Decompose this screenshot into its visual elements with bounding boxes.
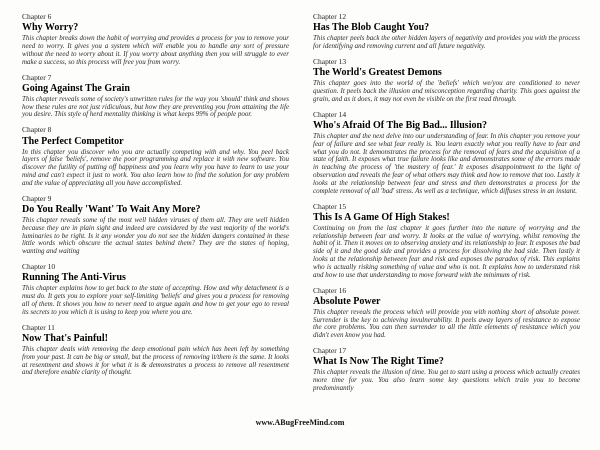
chapter-entry [313, 13, 580, 51]
chapter-description: This chapter and the next delve into our understanding of fear. In this chapter you remove your fear of failure and see what fear really is. You learn exactly what you really have to fear and what you do not. It demonstrates the process for the removal of fears and the acquisition of a state of faith. It exposes what true failure looks like and demonstrates some of the errors made in teaching the process of 'the mastery of fear.' It exposes disappointment to the light of observation and reveals the fear of what others may think and how to remove that too. Lastly it looks at the relationship between fear and stress and then demonstrates a process for the complete removal of all 'bad' stress. As well as a technique, which diffuses stress in an instant. [313, 131, 580, 195]
chapter-entry [22, 195, 289, 256]
chapter-title: The Perfect Competitor [22, 135, 124, 147]
chapter-title: This Is A Game Of High Stakes! [313, 211, 450, 223]
chapter-entry [22, 74, 289, 120]
right-column [313, 13, 580, 400]
chapter-number: Chapter 6 [22, 12, 52, 21]
chapter-number: Chapter 14 [313, 109, 347, 119]
chapter-title: Now That's Painful! [22, 332, 108, 344]
page-footer [0, 412, 600, 430]
chapter-number: Chapter 7 [22, 72, 52, 82]
chapter-entry [22, 126, 289, 187]
chapter-entry [313, 347, 580, 393]
chapter-number: Chapter 12 [313, 12, 347, 21]
chapter-entry [22, 324, 289, 378]
chapter-columns [22, 13, 580, 400]
chapter-description: This chapter reveals some of society's unwritten rules for the way you 'should' think and shows how these rules are not just ridiculous, but how they are preventing you from attaining the life you desire. This style of herd mentality thinking is what keeps 99% of people poor. [22, 94, 289, 119]
left-column [22, 13, 289, 400]
chapter-description: This chapter reveals the process which will provide you with nothing short of absolute power. Surrender is the key to achieving invulnerability. It peels away layers of resistance to expose the core problems. You can then surrender to all the little elements of resistance which you didn't even know you had. [313, 307, 580, 340]
chapter-number: Chapter 16 [313, 285, 347, 295]
chapter-description: This chapter explains how to get back to the state of accepting. How and why detachment is a must do. It gets you to explore your self-limiting 'beliefs' and gives you a process for removing all of them. It shows you how to never need to argue again and how to get your ego to reveal its secrets to you which it is using to keep you where you are. [22, 284, 289, 316]
chapter-description: This chapter reveals the illusion of time. You get to start using a process which actually creates more time for you. You also learn some key questions which train you to become predominantly [313, 368, 580, 393]
chapter-number: Chapter 11 [22, 322, 55, 332]
chapter-entry [313, 203, 580, 280]
chapter-description: In this chapter you discover who you are actually competing with and why. You peel back layers of false 'beliefs', remove the poor programming and replace it with new software. You discover the futility of putting off happiness and you learn why you have to learn to use your mind and can't expect it just to work. You also learn how to find the solution for any problem and the value of appreciating all you have accomplished. [22, 147, 289, 187]
chapter-description: This chapter reveals some of the most well hidden viruses of them all. They are well hidden because they are in plain sight and indeed are considered by the vast majority of the world's luminaries to be right. Is it any wonder you do not see the hidden dangers contained in these little words which obscure the actual states behind them? They are the states of hoping, wanting and waiting [22, 215, 289, 256]
chapter-title: Why Worry? [22, 22, 79, 34]
chapter-entry [313, 58, 580, 104]
chapter-description: Continuing on from the last chapter it goes further into the nature of worrying and the relationship between fear and worry. It looks at the value of worrying, whilst removing the habit of it. Then it moves on to observing anxiety and its relationship to fear. It exposes the bad side of it and the good side and provides a process for dissolving the bad side. Then lastly it looks at the relationship between fear and risk and exposes the paradox of risk. This explains who is actually risking something of value and who is not. It explains how to understand risk and how to use that understanding to move forward with the minimum of risk. [313, 223, 580, 279]
chapter-entry [22, 263, 289, 317]
chapter-title: Do You Really 'Want' To Wait Any More? [22, 203, 201, 215]
chapter-title: The World's Greatest Demons [313, 67, 442, 79]
chapter-title: Who's Afraid Of The Big Bad... Illusion? [313, 119, 488, 131]
chapter-number: Chapter 17 [313, 346, 347, 356]
chapter-number: Chapter 9 [22, 193, 52, 203]
chapter-title: Absolute Power [313, 295, 381, 307]
chapter-description: This chapter breaks down the habit of worrying and provides a process for you to remove your need to worry. It gives you a system which will enable you to handle any sort of pressure without the need to worry about it. If you worry about anything then you will struggle to ever make a success, so this process will free you from worry. [22, 34, 289, 66]
chapter-title: Has The Blob Caught You? [313, 22, 430, 34]
chapter-number: Chapter 10 [22, 262, 56, 272]
chapter-number: Chapter 15 [313, 201, 347, 211]
chapter-entry [22, 13, 289, 67]
chapter-entry [313, 111, 580, 196]
chapter-description: This chapter peels back the other hidden layers of negativity and provides you with the process for identifying and removing current and all future negativity. [313, 34, 580, 51]
chapter-description: This chapter deals with removing the deep emotional pain which has been left by something from your past. It can be big or small, but the process of removing it/them is the same. It looks at resentment and shows it for what it is & demonstrates a process to remove all resentment and therefore enable clarity of thought. [22, 344, 289, 377]
chapter-title: Running The Anti-Virus [22, 272, 126, 284]
chapter-title: Going Against The Grain [22, 82, 130, 94]
chapter-number: Chapter 8 [22, 125, 52, 135]
chapter-entry [313, 287, 580, 341]
chapter-description: This chapter goes into the world of the 'beliefs' which we/you are conditioned to never question. It peels back the illusion and misconception regarding charity. This goes against the grain, and as it does, it may not even be visible on the first read through. [313, 79, 580, 103]
footer-website-link[interactable]: www.ABugFreeMind.com [255, 418, 345, 427]
chapter-number: Chapter 13 [313, 56, 347, 66]
chapter-title: What Is Now The Right Time? [313, 356, 444, 368]
